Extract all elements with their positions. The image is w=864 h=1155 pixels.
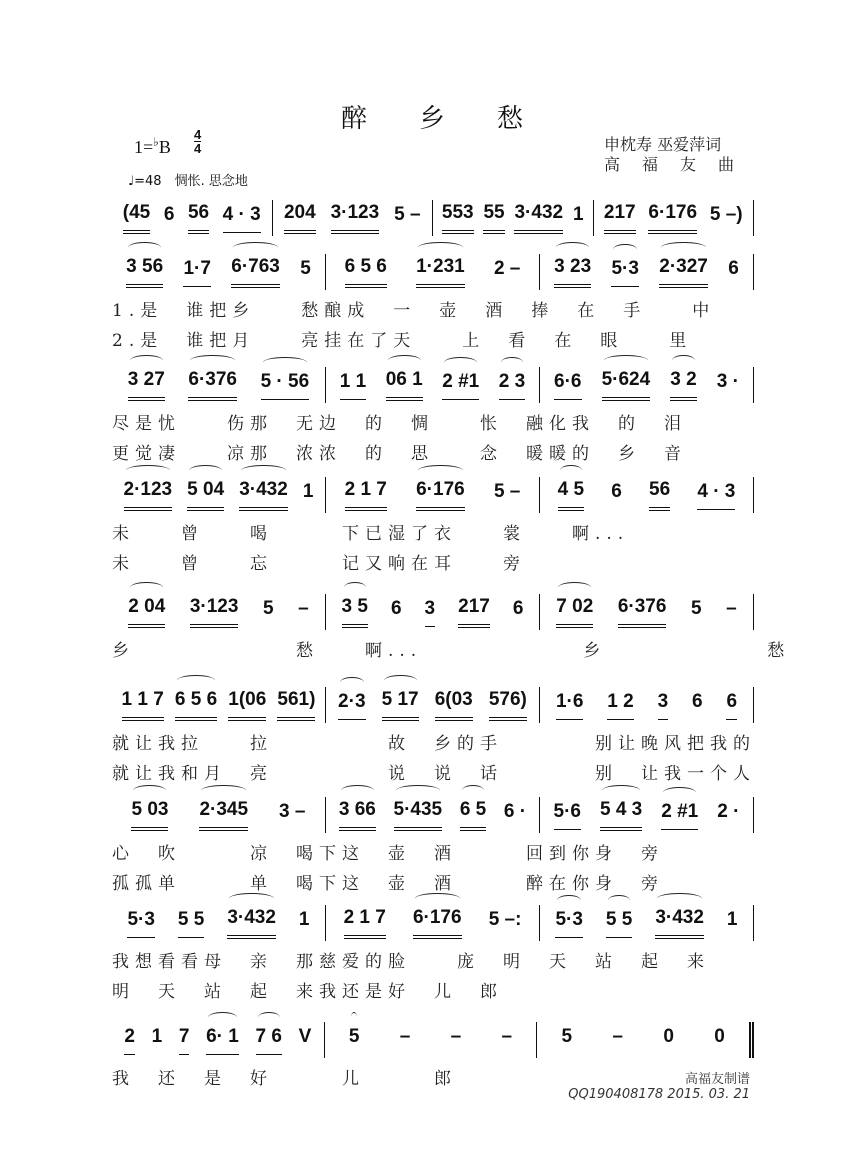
slur-mark bbox=[657, 893, 702, 904]
note-group: 7 02 bbox=[556, 596, 593, 628]
note-group: 5 bbox=[561, 1026, 573, 1047]
measure bbox=[326, 594, 540, 630]
note-group: 5 03 bbox=[131, 799, 168, 831]
note-group: 6 bbox=[163, 204, 175, 225]
notes-row bbox=[112, 903, 754, 943]
key-name: B bbox=[158, 137, 171, 157]
note-group: 1 bbox=[572, 204, 584, 225]
note-group: 0 bbox=[663, 1026, 674, 1047]
tempo-marking: ♩=48 惆怅. 思念地 bbox=[128, 174, 248, 189]
note-group: 5 –) bbox=[709, 204, 743, 225]
note-group: – bbox=[450, 1026, 462, 1047]
note-group: 5 – bbox=[493, 481, 521, 502]
measure bbox=[326, 254, 540, 290]
note-group: – bbox=[612, 1026, 623, 1047]
note-group: 1·6 bbox=[556, 691, 583, 720]
score-system bbox=[112, 685, 754, 785]
slur-mark bbox=[208, 1012, 237, 1023]
note-group: 217 bbox=[458, 596, 490, 628]
slur-mark bbox=[130, 582, 163, 593]
note-group: 3 27 bbox=[128, 369, 165, 401]
note-group: 5 04 bbox=[187, 479, 224, 511]
measure bbox=[540, 367, 754, 403]
note-group: 2·327 bbox=[659, 256, 708, 288]
note-group: 6 bbox=[390, 598, 402, 619]
note-group: 4 · 3 bbox=[697, 481, 735, 510]
measure bbox=[540, 687, 754, 723]
note-group: 6(03 bbox=[435, 689, 473, 721]
slur-mark bbox=[241, 465, 286, 476]
contact-date: QQ190408178 2015. 03. 21 bbox=[568, 1087, 750, 1102]
note-group: 3·123 bbox=[190, 596, 239, 628]
slur-mark bbox=[462, 785, 484, 796]
score-system bbox=[112, 475, 754, 575]
measure bbox=[112, 905, 326, 941]
note-group: V bbox=[298, 1026, 312, 1047]
time-signature-top: 4 bbox=[194, 127, 202, 142]
lyrics-line: 就让我和月 亮 说 说 话 别 让我一个人 bbox=[112, 764, 756, 784]
note-group: 5 · 56 bbox=[261, 371, 310, 400]
note-group: 2 #1 bbox=[661, 801, 698, 830]
note-group: 3 · bbox=[716, 371, 739, 392]
measure bbox=[112, 254, 326, 290]
measure bbox=[540, 905, 754, 941]
note-group: 6 bbox=[726, 691, 737, 720]
measure bbox=[112, 477, 326, 513]
note-group: 6 bbox=[728, 258, 739, 279]
note-group: 1·231 bbox=[416, 256, 465, 288]
note-group: 3·432 bbox=[655, 907, 704, 939]
slur-mark bbox=[229, 893, 274, 904]
note-group: 4 5 bbox=[558, 479, 584, 511]
composer: 高福友曲 bbox=[604, 155, 757, 174]
note-group: 1 bbox=[151, 1026, 163, 1047]
measure bbox=[537, 1022, 754, 1058]
score-system bbox=[112, 198, 754, 238]
lyricists: 申枕寿 巫爱萍词 bbox=[604, 135, 722, 154]
note-group: 6 bbox=[611, 481, 622, 502]
note-group: 1 2 bbox=[607, 691, 633, 720]
slur-mark bbox=[384, 675, 417, 686]
note-group: 2 1 7 bbox=[345, 479, 387, 511]
note-group: 576) bbox=[489, 689, 527, 721]
measure bbox=[433, 200, 594, 236]
measure bbox=[273, 200, 434, 236]
measure bbox=[540, 594, 754, 630]
note-group: 5 – bbox=[394, 204, 421, 225]
lyrics-line: 2.是 谁把月 亮挂在了天 上 看 在 眼 里 bbox=[112, 331, 693, 351]
notes-row bbox=[112, 252, 754, 292]
note-group: 3 23 bbox=[554, 256, 591, 288]
note-group: 6· 1 bbox=[206, 1026, 239, 1055]
notes-row bbox=[112, 475, 754, 515]
slur-mark bbox=[415, 893, 460, 904]
note-group: 3·432 bbox=[227, 907, 276, 939]
lyrics-line: 未 曾 忘 记又响在耳 旁 bbox=[112, 554, 526, 574]
note-group: 7 6 bbox=[256, 1026, 282, 1055]
slur-mark bbox=[133, 785, 166, 796]
lyrics-line: 更觉凄 凉那 浓浓 的 思 念 暖暖的 乡 音 bbox=[112, 444, 687, 464]
note-group: 6·176 bbox=[648, 202, 697, 234]
note-group: 3 bbox=[658, 691, 669, 720]
note-group: 3·432 bbox=[239, 479, 288, 511]
note-group: 5 17 bbox=[382, 689, 419, 721]
notes-row bbox=[112, 1020, 754, 1060]
note-group: 2·123 bbox=[124, 479, 173, 511]
footer bbox=[560, 1068, 750, 1102]
slur-mark bbox=[344, 582, 366, 593]
slur-mark bbox=[602, 785, 640, 796]
time-signature bbox=[194, 128, 201, 155]
slur-mark bbox=[661, 242, 706, 253]
note-group: 6 bbox=[512, 598, 524, 619]
note-group: 5·624 bbox=[602, 369, 651, 401]
measure bbox=[326, 905, 540, 941]
measure bbox=[594, 200, 755, 236]
note-group: 5 4 3 bbox=[600, 799, 642, 831]
lyrics-line: 就让我拉 拉 故 乡的手 别让晚风把我的 bbox=[112, 734, 756, 754]
note-group: 1 bbox=[298, 909, 310, 930]
lyrics-line: 我 还 是 好 儿 郎 bbox=[112, 1069, 457, 1089]
note-group: 6·763 bbox=[231, 256, 280, 288]
slur-mark bbox=[613, 244, 636, 255]
note-group: 5·435 bbox=[394, 799, 443, 831]
note-group: 1·7 bbox=[183, 258, 210, 287]
note-group: 3·123 bbox=[331, 202, 380, 234]
lyrics-line: 心 吹 凉 喝下这 壶 酒 回到你身 旁 bbox=[112, 844, 664, 864]
note-group: 6·6 bbox=[554, 371, 581, 400]
note-group: 6·176 bbox=[413, 907, 462, 939]
note-group: 1(06 bbox=[228, 689, 266, 721]
slur-mark bbox=[501, 357, 523, 368]
note-group: (45 bbox=[123, 202, 150, 234]
score-system bbox=[112, 365, 754, 465]
note-group: 55 bbox=[483, 202, 504, 234]
lyrics-line: 尽是忧 伤那 无边 的 惆 怅 融化我 的 泪 bbox=[112, 414, 687, 434]
note-group: 2·3 bbox=[338, 691, 365, 720]
lyrics-line: 1.是 谁把乡 愁酿成 一 壶 酒 捧 在 手 中 bbox=[112, 301, 716, 321]
measure bbox=[326, 367, 540, 403]
slur-mark bbox=[126, 465, 171, 476]
note-group: 1 1 bbox=[340, 371, 366, 400]
lyrics-line: 乡 愁 啊... 乡 愁 bbox=[112, 641, 791, 661]
note-group: – bbox=[726, 598, 737, 619]
measure bbox=[112, 687, 326, 723]
note-group: 6·376 bbox=[188, 369, 237, 401]
measure bbox=[540, 477, 754, 513]
slur-mark bbox=[418, 465, 463, 476]
note-group: 56 bbox=[649, 479, 670, 511]
note-group: 3 – bbox=[279, 801, 306, 822]
note-group: 6 5 6 bbox=[175, 689, 217, 721]
slur-mark bbox=[190, 355, 235, 366]
score-system bbox=[112, 592, 791, 662]
notes-row bbox=[112, 198, 754, 238]
notes-row bbox=[112, 685, 754, 725]
slur-mark bbox=[258, 1012, 280, 1023]
note-group: 2 · bbox=[717, 801, 740, 822]
time-signature-bottom: 4 bbox=[194, 141, 202, 156]
note-group: 5 bbox=[691, 598, 702, 619]
slur-mark bbox=[233, 242, 278, 253]
flat-sign: ♭ bbox=[153, 135, 159, 149]
slur-mark bbox=[128, 242, 161, 253]
slur-mark bbox=[351, 1012, 358, 1023]
slur-mark bbox=[560, 465, 582, 476]
lyrics-line: 明 天 站 起 来我还是好 儿 郎 bbox=[112, 982, 503, 1002]
note-group: 5 5 bbox=[178, 909, 204, 938]
measure bbox=[540, 254, 754, 290]
score-system bbox=[112, 252, 754, 352]
slur-mark bbox=[604, 355, 649, 366]
arranger-credit: 高福友制谱 bbox=[684, 1072, 750, 1087]
measure bbox=[326, 797, 540, 833]
slur-mark bbox=[189, 465, 222, 476]
note-group: 1 bbox=[726, 909, 738, 930]
measure bbox=[112, 200, 273, 236]
note-group: 2 1 7 bbox=[344, 907, 386, 939]
note-group: 5·3 bbox=[611, 258, 638, 287]
note-group: 5·6 bbox=[554, 801, 581, 830]
note-group: 6·176 bbox=[416, 479, 465, 511]
measure bbox=[540, 797, 754, 833]
lyrics-line: 未 曾 喝 下已湿了衣 裳 啊... bbox=[112, 524, 630, 544]
note-group: 3 56 bbox=[126, 256, 163, 288]
key-signature bbox=[134, 135, 171, 158]
measure bbox=[112, 367, 326, 403]
notes-row bbox=[112, 592, 754, 632]
measure bbox=[325, 1022, 538, 1058]
measure bbox=[112, 1022, 325, 1058]
slur-mark bbox=[340, 677, 363, 688]
note-group: 3 66 bbox=[339, 799, 376, 831]
note-group: 6 5 bbox=[460, 799, 486, 831]
note-group: 7 bbox=[179, 1026, 190, 1055]
slur-mark bbox=[672, 355, 694, 366]
note-group: 5 –: bbox=[488, 909, 522, 930]
note-group: 2 3 bbox=[499, 371, 525, 400]
slur-mark bbox=[444, 357, 477, 368]
note-group: 3·432 bbox=[514, 202, 563, 234]
note-group: 56 bbox=[188, 202, 209, 234]
note-group: 6 · bbox=[503, 801, 527, 822]
key-label: 1= bbox=[134, 137, 154, 157]
note-group: 6 5 6 bbox=[345, 256, 387, 288]
note-group: 0 bbox=[714, 1026, 725, 1047]
notes-row bbox=[112, 795, 754, 835]
slur-mark bbox=[396, 785, 441, 796]
slur-mark bbox=[557, 895, 580, 906]
note-group: 217 bbox=[604, 202, 636, 234]
note-group: 553 bbox=[442, 202, 474, 234]
song-title: 醉乡愁 bbox=[340, 104, 575, 134]
note-group: 204 bbox=[284, 202, 316, 234]
slur-mark bbox=[558, 582, 591, 593]
note-group: 5 5 bbox=[606, 909, 632, 938]
score-system bbox=[112, 903, 754, 1003]
note-group: 6·376 bbox=[618, 596, 667, 628]
note-group: – bbox=[399, 1026, 411, 1047]
slur-mark bbox=[341, 785, 374, 796]
notes-row bbox=[112, 365, 754, 405]
slur-mark bbox=[177, 675, 215, 686]
note-group: 5 bbox=[300, 258, 311, 279]
score-system bbox=[112, 795, 754, 895]
note-group: 1 bbox=[302, 481, 314, 502]
note-group: 3 bbox=[425, 598, 436, 627]
note-group: 5 bbox=[263, 598, 274, 619]
note-group: 1 1 7 bbox=[122, 689, 164, 721]
note-group: 2·345 bbox=[199, 799, 248, 831]
note-group: 6 bbox=[692, 691, 703, 712]
note-group: – bbox=[298, 598, 309, 619]
slur-mark bbox=[418, 242, 463, 253]
slur-mark bbox=[201, 785, 246, 796]
note-group: 2 #1 bbox=[442, 371, 479, 400]
note-group: 5 bbox=[349, 1026, 360, 1054]
note-group: 2 – bbox=[493, 258, 521, 279]
note-group: – bbox=[501, 1026, 513, 1047]
slur-mark bbox=[130, 355, 163, 366]
slur-mark bbox=[263, 357, 308, 368]
measure bbox=[112, 594, 326, 630]
slur-mark bbox=[663, 787, 696, 798]
note-group: 3 2 bbox=[670, 369, 696, 401]
note-group: 3 5 bbox=[342, 596, 368, 628]
measure bbox=[326, 687, 540, 723]
slur-mark bbox=[608, 895, 630, 906]
note-group: 2 bbox=[124, 1026, 135, 1055]
slur-mark bbox=[388, 355, 421, 366]
note-group: 4 · 3 bbox=[223, 204, 261, 233]
measure bbox=[326, 477, 540, 513]
credits bbox=[604, 135, 756, 175]
lyrics-line: 我想看看母 亲 那慈爱的脸 庞 明 天 站 起 来 bbox=[112, 952, 710, 972]
lyrics-line: 孤孤单 单 喝下这 壶 酒 醉在你身 旁 bbox=[112, 874, 664, 894]
note-group: 5·3 bbox=[127, 909, 154, 938]
slur-mark bbox=[556, 242, 589, 253]
measure bbox=[112, 797, 326, 833]
note-group: 06 1 bbox=[386, 369, 423, 401]
note-group: 5·3 bbox=[555, 909, 582, 938]
note-group: 561) bbox=[277, 689, 315, 721]
note-group: 2 04 bbox=[128, 596, 165, 628]
